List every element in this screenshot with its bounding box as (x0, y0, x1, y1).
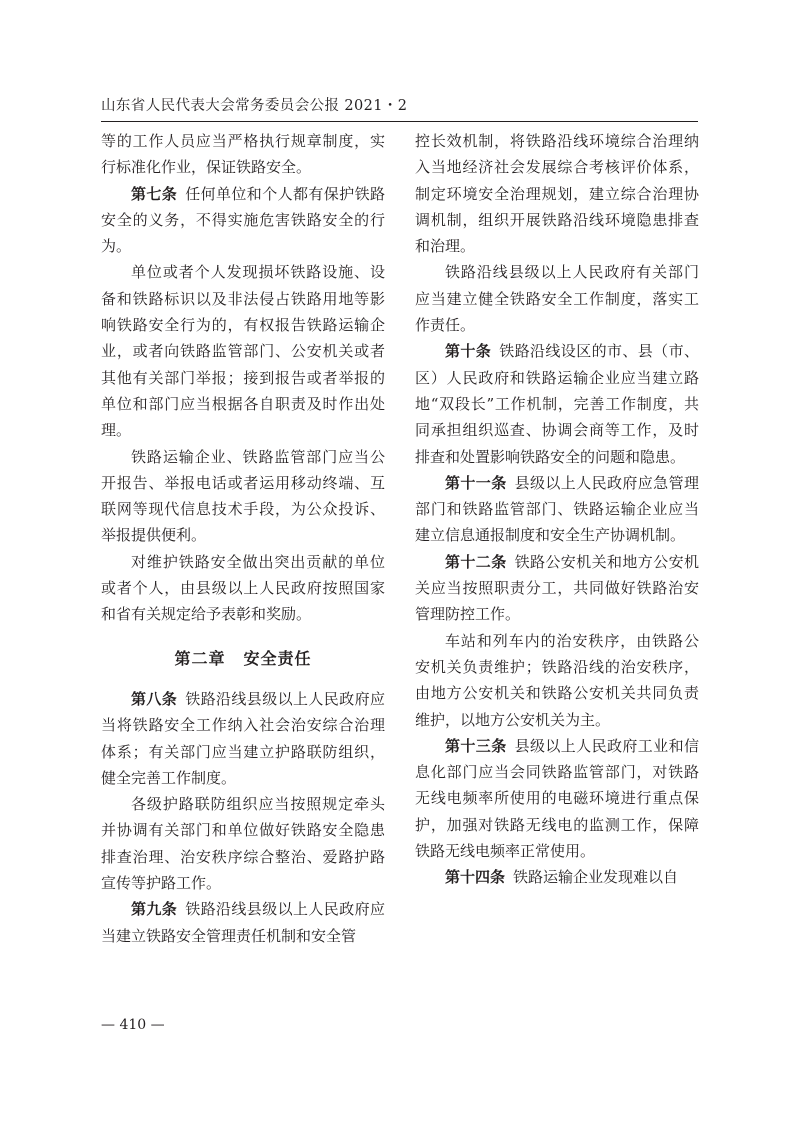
paragraph: 对维护铁路安全做出突出贡献的单位或者个人，由县级以上人民政府按照国家和省有关规定给予表彰和奖励。 (101, 552, 385, 624)
article-7 (101, 181, 385, 260)
article-number: 第九条 (131, 900, 178, 919)
right-column (415, 128, 699, 891)
paragraph: 控长效机制，将铁路沿线环境综合治理纳入当地经济社会发展综合考核评价体系，制定环境安全治理规划，建立综合治理协调机制，组织开展铁路沿线环境隐患排查和治理。 (415, 132, 699, 256)
article-14 (415, 864, 699, 890)
article-text: 铁路公安机关和地方公安机关应当按照职责分工，共同做好铁路治安管理防控工作。 (415, 552, 699, 624)
article-10 (415, 338, 699, 469)
article-number: 第七条 (131, 184, 178, 203)
paragraph: 车站和列车内的治安秩序，由铁路公安机关负责维护；铁路沿线的治安秩序，由地方公安机关和铁路公安机关共同负责维护，以地方公安机关为主。 (415, 631, 699, 729)
paragraph: 单位或者个人发现损坏铁路设施、设备和铁路标识以及非法侵占铁路用地等影响铁路安全行为的，有权报告铁路运输企业，或者向铁路监管部门、公安机关或者其他有关部门举报；接到报告或者举报的单位和部门应当根据各自职责及时作出处理。 (101, 263, 385, 440)
page-number: — 410 — (101, 1017, 165, 1033)
article-text: 铁路运输企业发现难以自 (513, 868, 679, 887)
article-text: 铁路沿线设区的市、县（市、区）人民政府和铁路运输企业应当建立路地“双段长”工作机制，完善工作制度，共同承担组织巡查、协调会商等工作，及时排查和处置影响铁路安全的问题和隐患。 (415, 342, 699, 466)
paragraph: 等的工作人员应当严格执行规章制度，实行标准化作业，保证铁路安全。 (101, 132, 385, 177)
article-number: 第十三条 (445, 736, 507, 755)
paragraph: 各级护路联防组织应当按照规定牵头并协调有关部门和单位做好铁路安全隐患排查治理、治安秩序综合整治、爱路护路宣传等护路工作。 (101, 795, 385, 893)
page-header: 山东省人民代表大会常务委员会公报 2021・2 (101, 98, 408, 114)
paragraph: 铁路运输企业、铁路监管部门应当公开报告、举报电话或者运用移动终端、互联网等现代信息技术手段，为公众投诉、举报提供便利。 (101, 447, 385, 545)
chapter-number: 第二章 (174, 648, 226, 668)
header-rule (101, 121, 698, 122)
chapter-title: 安全责任 (243, 648, 312, 668)
article-number: 第八条 (131, 689, 178, 708)
article-number: 第十一条 (445, 473, 507, 492)
paragraph: 铁路沿线县级以上人民政府有关部门应当建立健全铁路安全工作制度，落实工作责任。 (415, 263, 699, 335)
article-13 (415, 733, 699, 864)
article-text: 任何单位和个人都有保护铁路安全的义务，不得实施危害铁路安全的行为。 (101, 184, 385, 256)
article-8 (101, 686, 385, 791)
article-number: 第十条 (445, 342, 492, 361)
article-11 (415, 470, 699, 549)
article-text: 县级以上人民政府工业和信息化部门应当会同铁路监管部门，对铁路无线电频率所使用的电磁环境进行重点保护，加强对铁路无线电的监测工作，保障铁路无线电频率正常使用。 (415, 736, 699, 861)
article-number: 第十二条 (445, 552, 507, 571)
article-text: 铁路沿线县级以上人民政府应当将铁路安全工作纳入社会治安综合治理体系；有关部门应当建立护路联防组织，健全完善工作制度。 (101, 689, 385, 787)
article-text: 铁路沿线县级以上人民政府应当建立铁路安全管理责任机制和安全管 (101, 900, 385, 945)
article-number: 第十四条 (445, 868, 506, 887)
left-column (101, 128, 385, 949)
article-text: 县级以上人民政府应急管理部门和铁路监管部门、铁路运输企业应当建立信息通报制度和安全生产协调机制。 (415, 473, 699, 545)
article-9 (101, 896, 385, 949)
chapter-heading (101, 646, 385, 672)
article-12 (415, 549, 699, 628)
